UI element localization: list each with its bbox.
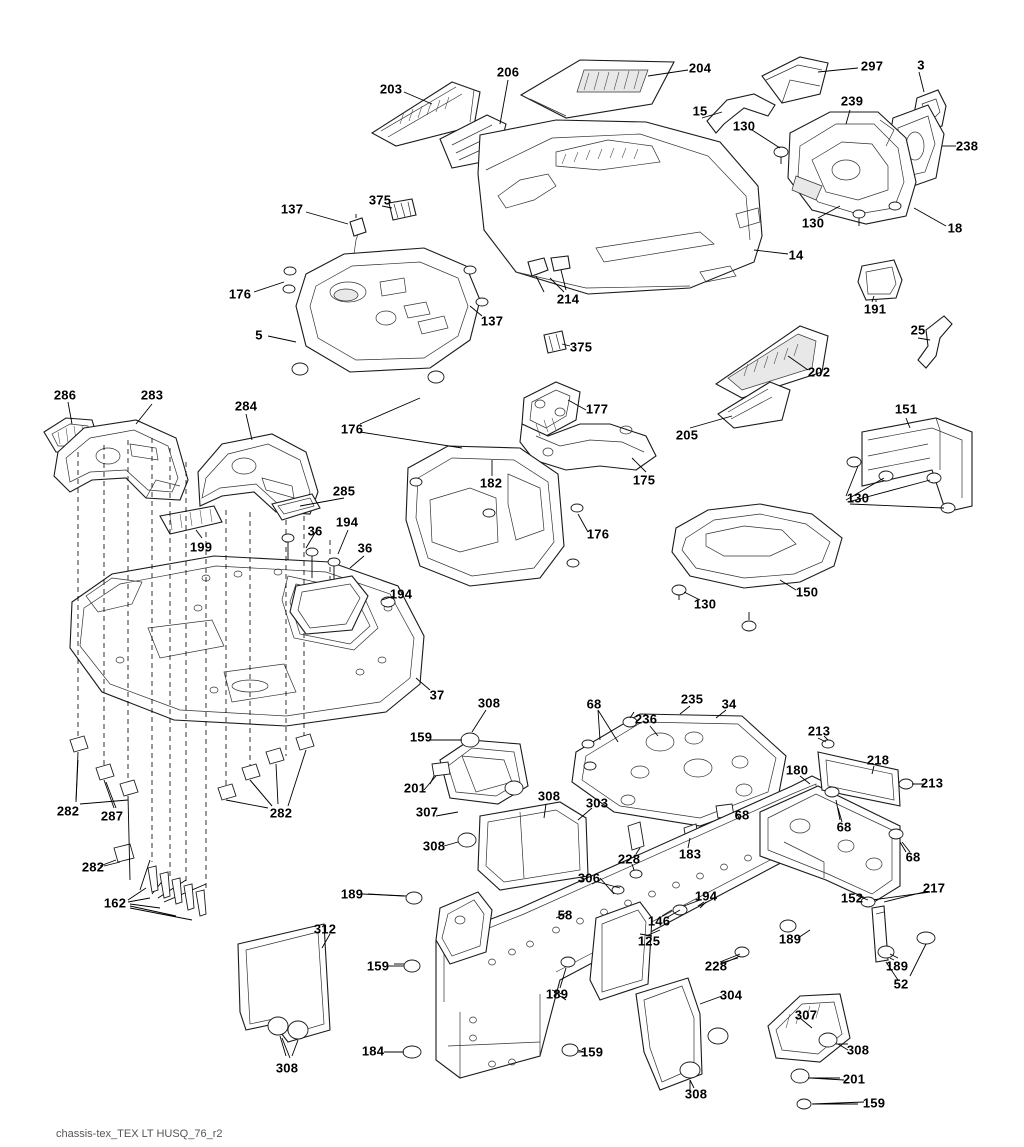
callout-159a: 159 bbox=[409, 729, 433, 745]
callout-159b: 159 bbox=[366, 958, 390, 974]
callout-159c: 159 bbox=[580, 1044, 604, 1060]
callout-146: 146 bbox=[647, 913, 671, 929]
callout-52: 52 bbox=[893, 976, 909, 992]
callout-194c: 194 bbox=[694, 888, 718, 904]
callout-191: 191 bbox=[863, 301, 887, 317]
callout-68b: 68 bbox=[734, 807, 750, 823]
callout-201a: 201 bbox=[403, 780, 427, 796]
part-150-support bbox=[672, 504, 842, 631]
part-204-hood-insert bbox=[521, 60, 674, 118]
callout-15: 15 bbox=[692, 103, 708, 119]
callout-159d: 159 bbox=[862, 1095, 886, 1111]
callout-37: 37 bbox=[429, 687, 445, 703]
callout-285: 285 bbox=[332, 483, 356, 499]
callout-176b: 176 bbox=[340, 421, 364, 437]
callout-213b: 213 bbox=[920, 775, 944, 791]
callout-282c: 282 bbox=[81, 859, 105, 875]
callout-204: 204 bbox=[688, 60, 712, 76]
callout-182: 182 bbox=[479, 475, 503, 491]
part-375b-clip bbox=[544, 331, 566, 353]
screws-162 bbox=[148, 866, 206, 916]
callout-306: 306 bbox=[577, 870, 601, 886]
callout-189b: 189 bbox=[778, 931, 802, 947]
callout-206: 206 bbox=[496, 64, 520, 80]
frame-right-rail bbox=[760, 786, 900, 902]
callout-5: 5 bbox=[255, 327, 263, 343]
callout-130b: 130 bbox=[801, 215, 825, 231]
callout-189d: 189 bbox=[545, 986, 569, 1002]
callout-68d: 68 bbox=[905, 849, 921, 865]
callout-307b: 307 bbox=[794, 1007, 818, 1023]
part-37-body bbox=[70, 556, 424, 726]
callout-130c: 130 bbox=[846, 490, 870, 506]
callout-130d: 130 bbox=[693, 596, 717, 612]
callout-184: 184 bbox=[361, 1043, 385, 1059]
callout-308a: 308 bbox=[477, 695, 501, 711]
callout-284: 284 bbox=[234, 398, 258, 414]
callout-58: 58 bbox=[557, 907, 573, 923]
part-375a-clip bbox=[389, 199, 416, 220]
part-303-plate bbox=[478, 802, 588, 890]
callout-125: 125 bbox=[637, 933, 661, 949]
drawing-id-label: chassis-tex_TEX LT HUSQ_76_r2 bbox=[56, 1128, 223, 1140]
callout-203: 203 bbox=[379, 81, 403, 97]
callout-307a: 307 bbox=[415, 804, 439, 820]
callout-137b: 137 bbox=[480, 313, 504, 329]
callout-282a: 282 bbox=[56, 803, 80, 819]
callout-36b: 36 bbox=[357, 540, 373, 556]
callout-199: 199 bbox=[189, 539, 213, 555]
callout-68a: 68 bbox=[586, 696, 602, 712]
callout-34: 34 bbox=[721, 696, 737, 712]
callout-312: 312 bbox=[313, 921, 337, 937]
callout-175: 175 bbox=[632, 472, 656, 488]
part-312-panel bbox=[238, 924, 330, 1056]
callout-25: 25 bbox=[910, 322, 926, 338]
callout-238: 238 bbox=[955, 138, 979, 154]
callout-130a: 130 bbox=[732, 118, 756, 134]
part-14-hood bbox=[478, 120, 762, 294]
callout-286: 286 bbox=[53, 387, 77, 403]
callout-217: 217 bbox=[922, 880, 946, 896]
callout-308f: 308 bbox=[684, 1086, 708, 1102]
callout-201b: 201 bbox=[842, 1071, 866, 1087]
callout-202: 202 bbox=[807, 364, 831, 380]
callout-152: 152 bbox=[840, 890, 864, 906]
callout-218: 218 bbox=[866, 752, 890, 768]
callout-236: 236 bbox=[634, 711, 658, 727]
callout-235: 235 bbox=[680, 691, 704, 707]
callout-14: 14 bbox=[788, 247, 804, 263]
callout-303: 303 bbox=[585, 795, 609, 811]
callout-375b: 375 bbox=[569, 339, 593, 355]
callout-194b: 194 bbox=[389, 586, 413, 602]
part-304-bracket bbox=[636, 978, 728, 1090]
callout-228b: 228 bbox=[704, 958, 728, 974]
callout-213a: 213 bbox=[807, 723, 831, 739]
callout-308c: 308 bbox=[422, 838, 446, 854]
callout-304: 304 bbox=[719, 987, 743, 1003]
part-191-cover bbox=[858, 260, 902, 302]
callout-3: 3 bbox=[917, 57, 925, 73]
callout-228a: 228 bbox=[617, 851, 641, 867]
callout-282b: 282 bbox=[269, 805, 293, 821]
callout-137a: 137 bbox=[280, 201, 304, 217]
callout-176c: 176 bbox=[586, 526, 610, 542]
callout-150: 150 bbox=[795, 584, 819, 600]
fastener-cluster-bottom-left bbox=[70, 734, 314, 916]
callout-36a: 36 bbox=[307, 523, 323, 539]
callout-297: 297 bbox=[860, 58, 884, 74]
callout-180: 180 bbox=[785, 762, 809, 778]
part-5-dashboard bbox=[283, 214, 488, 456]
part-199-strip bbox=[160, 506, 222, 534]
callout-205: 205 bbox=[675, 427, 699, 443]
callout-283: 283 bbox=[140, 387, 164, 403]
callout-189a: 189 bbox=[340, 886, 364, 902]
callout-287: 287 bbox=[100, 808, 124, 824]
callout-151: 151 bbox=[894, 401, 918, 417]
callout-194a: 194 bbox=[335, 514, 359, 530]
callout-308d: 308 bbox=[275, 1060, 299, 1076]
callout-189c: 189 bbox=[885, 958, 909, 974]
part-297-block bbox=[762, 57, 828, 103]
callout-214: 214 bbox=[556, 291, 580, 307]
callout-183: 183 bbox=[678, 846, 702, 862]
callout-308b: 308 bbox=[537, 788, 561, 804]
callout-239: 239 bbox=[840, 93, 864, 109]
callout-68c: 68 bbox=[836, 819, 852, 835]
callout-177: 177 bbox=[585, 401, 609, 417]
callout-308e: 308 bbox=[846, 1042, 870, 1058]
callout-18: 18 bbox=[947, 220, 963, 236]
callout-375a: 375 bbox=[368, 192, 392, 208]
callout-176a: 176 bbox=[228, 286, 252, 302]
callout-162: 162 bbox=[103, 895, 127, 911]
